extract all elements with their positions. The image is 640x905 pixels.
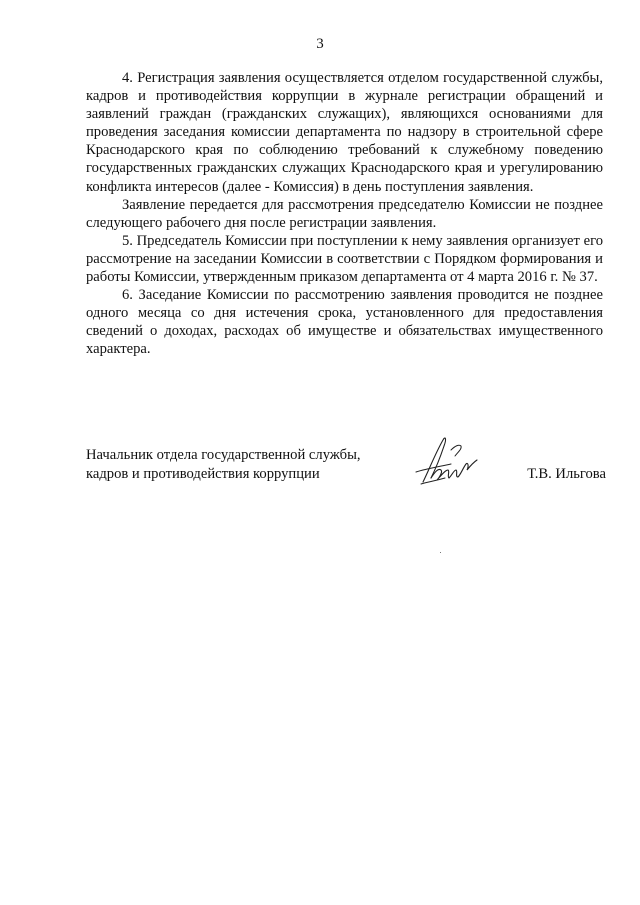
signatory-title-line-2: кадров и противодействия коррупции xyxy=(86,466,320,482)
paragraph-chairman: 5. Председатель Комиссии при поступлении к нему заявления организует его рассмотрение на заседании Комиссии в соответствии с Порядком формирования и работы Комиссии, утвержденным приказом департамента от 4 марта 2016 г. № 37. xyxy=(86,232,603,286)
page-number: 3 xyxy=(316,36,324,52)
scan-speck xyxy=(440,552,441,553)
document-body xyxy=(86,69,603,359)
paragraph-registration: 4. Регистрация заявления осуществляется отделом государственной службы, кадров и противодействия коррупции в журнале регистрации обращений и заявлений граждан (гражданских служащих), являющихся основаниями для проведения заседания комиссии департамента по надзору в строительной сфере Краснодарского края по соблюдению требований к служебному поведению государственных гражданских служащих Краснодарского края и урегулированию конфликта интересов (далее - Комиссия) в день поступления заявления. xyxy=(86,70,603,195)
paragraph-transfer: Заявление передается для рассмотрения председателю Комиссии не позднее следующего рабочего дня после регистрации заявления. xyxy=(86,196,603,231)
signatory-title-line-1: Начальник отдела государственной службы, xyxy=(86,447,361,463)
signatory-title xyxy=(86,446,386,484)
paragraph-meeting: 6. Заседание Комиссии по рассмотрению заявления проводится не позднее одного месяца со дня истечения срока, установленного для предоставления сведений о доходах, расходах об имуществе и обязательствах имущественного характера. xyxy=(86,287,603,358)
signatory-name: Т.В. Ильгова xyxy=(527,466,606,482)
handwritten-signature xyxy=(411,432,481,492)
signature-block xyxy=(86,446,606,506)
